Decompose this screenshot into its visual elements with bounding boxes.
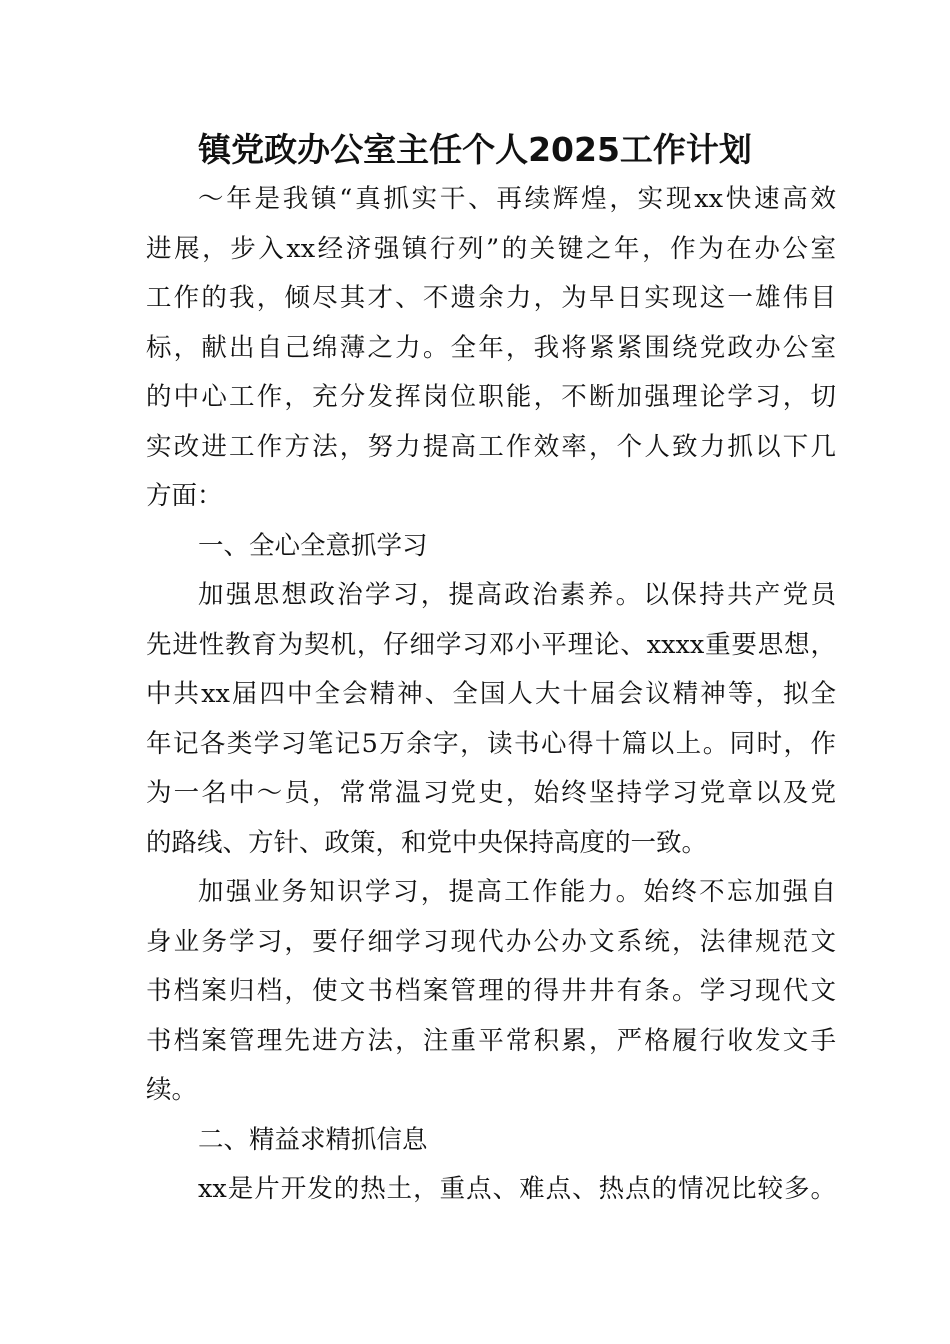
text-line: 续。	[146, 1075, 198, 1105]
text-line: xx是片开发的热土，重点、难点、热点的情况比较多。	[198, 1174, 836, 1204]
text-line: 的路线、方针、政策，和党中央保持高度的一致。	[146, 827, 708, 858]
document-title: 镇党政办公室主任个人2025工作计划	[198, 130, 752, 169]
text-line: 一、全心全意抓学习	[198, 530, 428, 561]
text-line: 先进性教育为契机，仔细学习邓小平理论、xxxx重要思想，	[146, 629, 836, 660]
text-line: 二、精益求精抓信息	[198, 1124, 428, 1155]
text-line: 身业务学习，要仔细学习现代办公办文系统，法律规范文	[146, 926, 836, 957]
text-line: 进展，步入xx经济强镇行列”的关键之年，作为在办公室	[146, 233, 836, 264]
document-body	[146, 175, 836, 1215]
text-line: 书档案管理先进方法，注重平常积累，严格履行收发文手	[146, 1025, 836, 1056]
text-line: 年记各类学习笔记5万余字，读书心得十篇以上。同时，作	[146, 728, 836, 759]
text-line: 书档案归档，使文书档案管理的得井井有条。学习现代文	[146, 976, 836, 1006]
text-line: 工作的我，倾尽其才、不遗余力，为早日实现这一雄伟目	[146, 283, 836, 313]
text-line: 实改进工作方法，努力提高工作效率，个人致力抓以下几	[146, 431, 836, 462]
text-line: 加强思想政治学习，提高政治素养。以保持共产党员	[198, 580, 836, 610]
text-line: 为一名中～员，常常温习党史，始终坚持学习党章以及党	[146, 778, 836, 808]
text-line: 标，献出自己绵薄之力。全年，我将紧紧围绕党政办公室	[146, 332, 836, 363]
text-line: 中共xx届四中全会精神、全国人大十届会议精神等，拟全	[146, 679, 836, 709]
text-line: 方面：	[146, 481, 223, 511]
text-line: ～年是我镇“真抓实干、再续辉煌，实现xx快速高效	[198, 184, 836, 214]
text-line: 加强业务知识学习，提高工作能力。始终不忘加强自	[198, 877, 836, 907]
text-line: 的中心工作，充分发挥岗位职能，不断加强理论学习，切	[146, 382, 836, 412]
